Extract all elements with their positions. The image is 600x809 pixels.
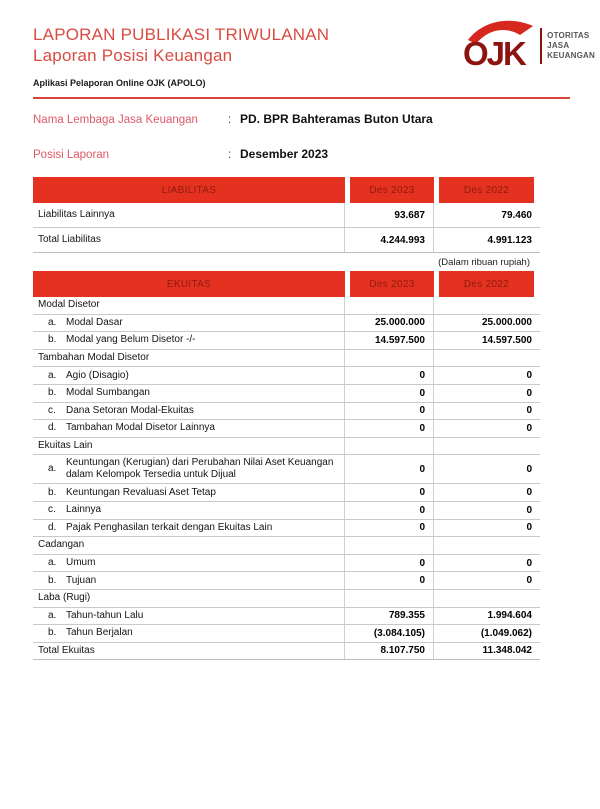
equity-table xyxy=(33,271,540,660)
report-title: LAPORAN PUBLIKASI TRIWULANAN xyxy=(33,25,330,44)
table-row xyxy=(33,203,540,228)
row-label-cell xyxy=(33,403,345,420)
table-row xyxy=(33,438,540,456)
value-des-2023: 0 xyxy=(345,455,434,483)
row-label: Laba (Rugi) xyxy=(38,592,91,604)
value-des-2022: 0 xyxy=(526,405,532,417)
table-row xyxy=(33,367,540,385)
table-row xyxy=(33,537,540,555)
column-header-ekuitas: EKUITAS xyxy=(33,271,345,297)
equity-table-header xyxy=(33,271,540,297)
value-des-2023: (3.084.105) xyxy=(345,625,434,642)
row-label-cell xyxy=(33,332,345,349)
row-letter-prefix: b. xyxy=(48,334,57,346)
row-letter-prefix: d. xyxy=(48,521,57,533)
value-des-2023: 0 xyxy=(345,555,434,572)
value-des-2022: 0 xyxy=(526,387,532,399)
column-header-liabilitas: LIABILITAS xyxy=(33,177,345,203)
value-des-2022 xyxy=(434,438,540,455)
table-row xyxy=(33,385,540,403)
value-des-2022: 0 xyxy=(526,463,532,475)
value-des-2023: 0 xyxy=(345,420,434,437)
row-label: Cadangan xyxy=(38,539,85,551)
row-label: Modal Sumbangan xyxy=(66,387,150,399)
value-des-2022 xyxy=(434,297,540,314)
row-label: Keuntungan (Kerugian) dari Perubahan Nilai Aset Keuangan dalam Kelompok Tersedia untuk Dijual xyxy=(66,457,334,481)
row-label: Agio (Disagio) xyxy=(66,369,129,381)
column-header-des-2023: Des 2023 xyxy=(345,177,434,203)
value-des-2022: 0 xyxy=(526,370,532,382)
row-label-cell xyxy=(33,608,345,625)
value-des-2022: 1.994.604 xyxy=(487,610,532,622)
value-des-2022: 0 xyxy=(526,557,532,569)
institution-label: Nama Lembaga Jasa Keuangan xyxy=(33,114,198,126)
value-des-2023: 0 xyxy=(345,385,434,402)
row-label: Pajak Penghasilan terkait dengan Ekuitas Lain xyxy=(66,521,273,533)
row-label-cell xyxy=(33,520,345,537)
row-letter-prefix: a. xyxy=(48,369,57,381)
row-label: Total Ekuitas xyxy=(38,644,95,656)
value-des-2023 xyxy=(345,590,434,607)
table-row xyxy=(33,520,540,538)
row-label-cell xyxy=(33,367,345,384)
column-header-des-2023: Des 2023 xyxy=(345,271,434,297)
logo-org-line: KEUANGAN xyxy=(547,51,595,60)
value-des-2023: 0 xyxy=(345,572,434,589)
value-des-2023: 8.107.750 xyxy=(345,643,434,660)
row-label-cell xyxy=(33,590,345,607)
report-subtitle: Laporan Posisi Keuangan xyxy=(33,46,233,65)
value-des-2023: 25.000.000 xyxy=(345,315,434,332)
row-label: Tujuan xyxy=(66,574,97,586)
table-row xyxy=(33,403,540,421)
table-row xyxy=(33,608,540,626)
row-letter-prefix: c. xyxy=(48,404,56,416)
row-label: Modal Dasar xyxy=(66,316,123,328)
value-des-2022: 14.597.500 xyxy=(481,334,532,346)
value-des-2023: 0 xyxy=(345,367,434,384)
row-label: Tambahan Modal Disetor xyxy=(38,352,150,364)
table-row xyxy=(33,643,540,661)
table-row xyxy=(33,315,540,333)
table-row xyxy=(33,555,540,573)
row-label: Dana Setoran Modal-Ekuitas xyxy=(66,404,194,416)
table-row xyxy=(33,625,540,643)
row-label-cell xyxy=(33,385,345,402)
report-info xyxy=(33,112,570,161)
table-row xyxy=(33,297,540,315)
table-row xyxy=(33,228,540,253)
value-des-2023: 93.687 xyxy=(345,203,434,227)
logo-org-name xyxy=(547,31,595,61)
institution-value: PD. BPR Bahteramas Buton Utara xyxy=(240,112,433,126)
row-letter-prefix: b. xyxy=(48,387,57,399)
row-label: Total Liabilitas xyxy=(38,234,101,245)
table-row xyxy=(33,455,540,484)
row-label: Modal Disetor xyxy=(38,299,100,311)
value-des-2022 xyxy=(434,350,540,367)
row-label-cell xyxy=(33,203,345,227)
column-header-des-2022: Des 2022 xyxy=(434,271,540,297)
svg-text:OJK: OJK xyxy=(463,35,526,69)
row-letter-prefix: a. xyxy=(48,316,57,328)
row-letter-prefix: b. xyxy=(48,574,57,586)
header-divider xyxy=(33,97,570,99)
row-label-cell xyxy=(33,350,345,367)
value-des-2022: 25.000.000 xyxy=(481,317,532,329)
value-des-2023 xyxy=(345,350,434,367)
row-label-cell xyxy=(33,643,345,660)
row-label-cell xyxy=(33,502,345,519)
equity-table-body xyxy=(33,297,540,660)
row-label: Keuntungan Revaluasi Aset Tetap xyxy=(66,486,216,498)
value-des-2022: 0 xyxy=(526,487,532,499)
logo-org-line: OTORITAS xyxy=(547,31,590,40)
table-row xyxy=(33,502,540,520)
value-des-2022: 0 xyxy=(526,422,532,434)
colon-separator: : xyxy=(228,114,232,126)
period-label: Posisi Laporan xyxy=(33,149,110,161)
table-row xyxy=(33,590,540,608)
row-label: Tahun-tahun Lalu xyxy=(66,609,144,621)
table-row xyxy=(33,572,540,590)
logo-divider xyxy=(540,28,542,64)
row-label-cell xyxy=(33,572,345,589)
table-row xyxy=(33,484,540,502)
row-letter-prefix: b. xyxy=(48,627,57,639)
period-value: Desember 2023 xyxy=(240,147,329,161)
period-row xyxy=(33,147,570,161)
table-row xyxy=(33,350,540,368)
row-label: Tambahan Modal Disetor Lainnya xyxy=(66,422,215,434)
table-row xyxy=(33,420,540,438)
value-des-2023: 4.244.993 xyxy=(345,228,434,252)
value-des-2022: 79.460 xyxy=(501,209,532,221)
colon-separator: : xyxy=(228,149,232,161)
units-note: (Dalam ribuan rupiah) xyxy=(438,257,530,268)
row-label: Tahun Berjalan xyxy=(66,627,133,639)
value-des-2022: 0 xyxy=(526,575,532,587)
row-label-cell xyxy=(33,297,345,314)
row-label-cell xyxy=(33,315,345,332)
column-header-des-2022: Des 2022 xyxy=(434,177,540,203)
value-des-2023: 0 xyxy=(345,403,434,420)
value-des-2023 xyxy=(345,438,434,455)
value-des-2023: 789.355 xyxy=(345,608,434,625)
table-row xyxy=(33,332,540,350)
liabilities-table-header xyxy=(33,177,540,203)
institution-row xyxy=(33,112,570,126)
value-des-2022 xyxy=(434,590,540,607)
value-des-2022: 11.348.042 xyxy=(482,645,532,657)
value-des-2023 xyxy=(345,297,434,314)
row-label: Lainnya xyxy=(66,504,102,516)
value-des-2023: 14.597.500 xyxy=(345,332,434,349)
row-label: Modal yang Belum Disetor -/- xyxy=(66,334,196,346)
row-label-cell xyxy=(33,455,345,483)
value-des-2022: 0 xyxy=(526,522,532,534)
value-des-2022: (1.049.062) xyxy=(480,627,532,639)
row-letter-prefix: d. xyxy=(48,422,57,434)
value-des-2023 xyxy=(345,537,434,554)
row-label-cell xyxy=(33,537,345,554)
value-des-2022: 0 xyxy=(526,504,532,516)
row-label-cell xyxy=(33,625,345,642)
value-des-2022: 4.991.123 xyxy=(487,234,532,246)
value-des-2023: 0 xyxy=(345,502,434,519)
row-label: Ekuitas Lain xyxy=(38,440,93,452)
row-label-cell xyxy=(33,484,345,501)
value-des-2022 xyxy=(434,537,540,554)
row-letter-prefix: c. xyxy=(48,504,56,516)
ojk-logo-mark xyxy=(461,15,537,69)
row-letter-prefix: a. xyxy=(48,463,57,475)
liabilities-table-body xyxy=(33,203,540,253)
app-name: Aplikasi Pelaporan Online OJK (APOLO) xyxy=(33,78,206,88)
value-des-2023: 0 xyxy=(345,520,434,537)
row-label-cell xyxy=(33,420,345,437)
logo-org-line: JASA xyxy=(547,41,570,50)
row-letter-prefix: b. xyxy=(48,486,57,498)
row-label-cell xyxy=(33,555,345,572)
ojk-logo xyxy=(461,15,595,69)
liabilities-table xyxy=(33,177,540,253)
value-des-2023: 0 xyxy=(345,484,434,501)
row-letter-prefix: a. xyxy=(48,609,57,621)
row-label-cell xyxy=(33,228,345,252)
row-label: Umum xyxy=(66,557,96,569)
row-letter-prefix: a. xyxy=(48,557,57,569)
row-label: Liabilitas Lainnya xyxy=(38,209,115,220)
row-label-cell xyxy=(33,438,345,455)
